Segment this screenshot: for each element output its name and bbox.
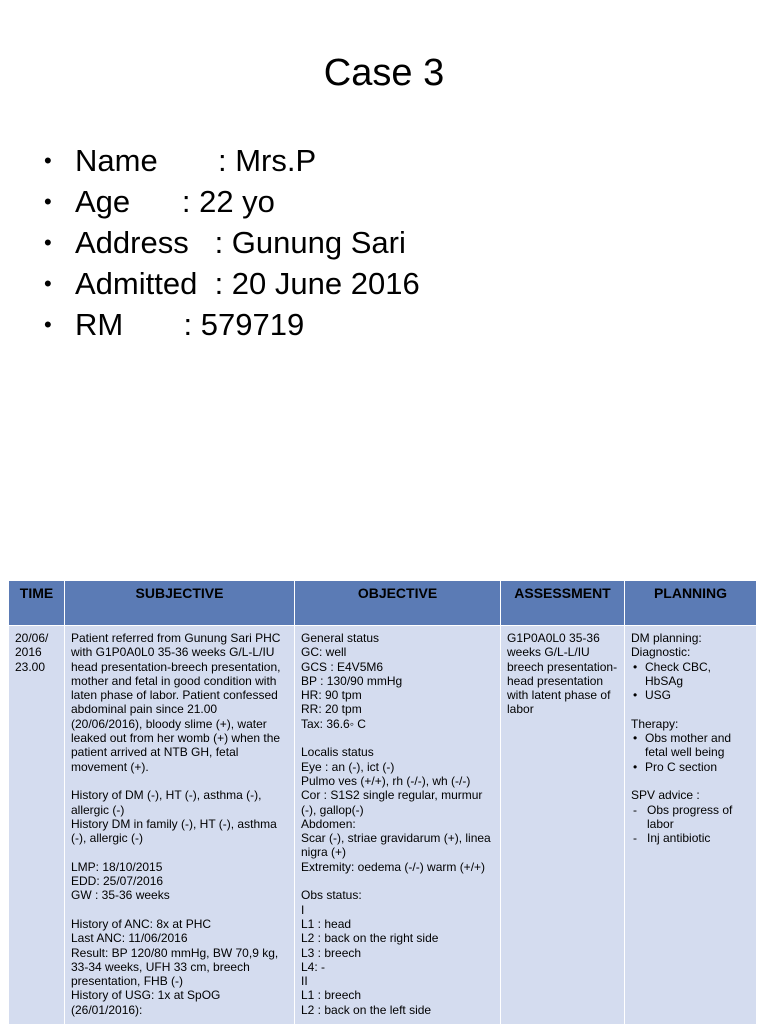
list-item [44,222,420,263]
diagnostic-list [631,660,750,703]
info-label: RM [75,307,124,342]
info-label: Age [75,184,131,219]
info-gap [130,184,182,219]
list-item [44,140,420,181]
spacer [631,702,750,716]
header-subjective: SUBJECTIVE [65,581,295,626]
info-value: : Gunung Sari [214,225,406,260]
list-item: • USG [643,688,750,702]
list-item: - Inj antibiotic [647,831,750,845]
spacer [631,774,750,788]
table-row [9,626,757,1024]
bullet-icon: • [44,230,52,255]
header-time: TIME [9,581,65,626]
cell-subjective: Patient referred from Gunung Sari PHC with G1P0A0L0 35-36 weeks G/L-L/IU head presentation-breech presentation, mother and fetal in good condition with laten phase of labor. Patient confessed abdominal pain since 21.00 (20/06/2016), bloody slime (+), water leaked out from her womb (+) when the patient arrived at NTB GH, fetal movement (+). History of DM (-), HT (-), asthma (-), allergic (-) History DM in family (-), HT (-), asthma (-), allergic (-) LMP: 18/10/2015 EDD: 25/07/2016 GW : 35-36 weeks History of ANC: 8x at PHC Last ANC: 11/06/2016 Result: BP 120/80 mmHg, BW 70,9 kg, 33-34 weeks, UFH 33 cm, breech presentation, FHB (-) History of USG: 1x at SpOG (26/01/2016): [65,626,295,1024]
bullet-icon: • [44,312,52,337]
info-value: : 579719 [183,307,305,342]
info-gap [189,225,215,260]
soap-table [8,580,757,1024]
header-objective: OBJECTIVE [295,581,501,626]
info-label: Name [75,143,158,178]
list-item: - Obs progress of labor [647,803,750,832]
table-header-row [9,581,757,626]
bullet-icon: • [44,148,52,173]
info-value: : 22 yo [181,184,275,219]
info-gap [123,307,183,342]
cell-assessment: G1P0A0L0 35-36 weeks G/L-L/IU breech presentation- head presentation with latent phase of labor [501,626,625,1024]
spv-label: SPV advice : [631,788,700,803]
therapy-label: Therapy: [631,716,679,731]
info-gap [197,266,214,301]
info-value: : 20 June 2016 [214,266,420,301]
diagnostic-label: Diagnostic: [631,645,691,660]
bullet-icon: • [44,189,52,214]
header-assessment: ASSESSMENT [501,581,625,626]
slide-title: Case 3 [323,52,445,94]
info-value: : Mrs.P [218,143,317,178]
soap-table-container [8,580,756,1024]
list-item: • Obs mother and fetal well being [643,731,750,760]
cell-planning [625,626,757,1024]
planning-intro: DM planning: [631,631,702,645]
bullet-icon: • [44,271,52,296]
list-item [44,181,420,222]
cell-objective: General status GC: well GCS : E4V5M6 BP : 130/90 mmHg HR: 90 tpm RR: 20 tpm Tax: 36.6◦ C Localis status Eye : an (-), ict (-) Pulmo ves (+/+), rh (-/-), wh (-/-) Cor : S1S2 single regular, murmur (-), gallop(-) Abdomen: Scar (-), striae gravidarum (+), linea nigra (+) Extremity: oedema (-/-) warm (+/+) Obs status: I L1 : head L2 : back on the right side L3 : breech L4: - II L1 : breech L2 : back on the left side [295,626,501,1024]
list-item [44,263,420,304]
patient-info-list [44,140,420,345]
spv-list [631,803,750,846]
cell-time: 20/06/ 2016 23.00 [9,626,65,1024]
list-item [44,304,420,345]
list-item: • Pro C section [643,760,750,774]
info-label: Admitted [75,266,198,301]
info-label: Address [75,225,189,260]
therapy-list [631,731,750,774]
header-planning: PLANNING [625,581,757,626]
info-gap [158,143,218,178]
list-item: • Check CBC, HbSAg [643,660,750,689]
